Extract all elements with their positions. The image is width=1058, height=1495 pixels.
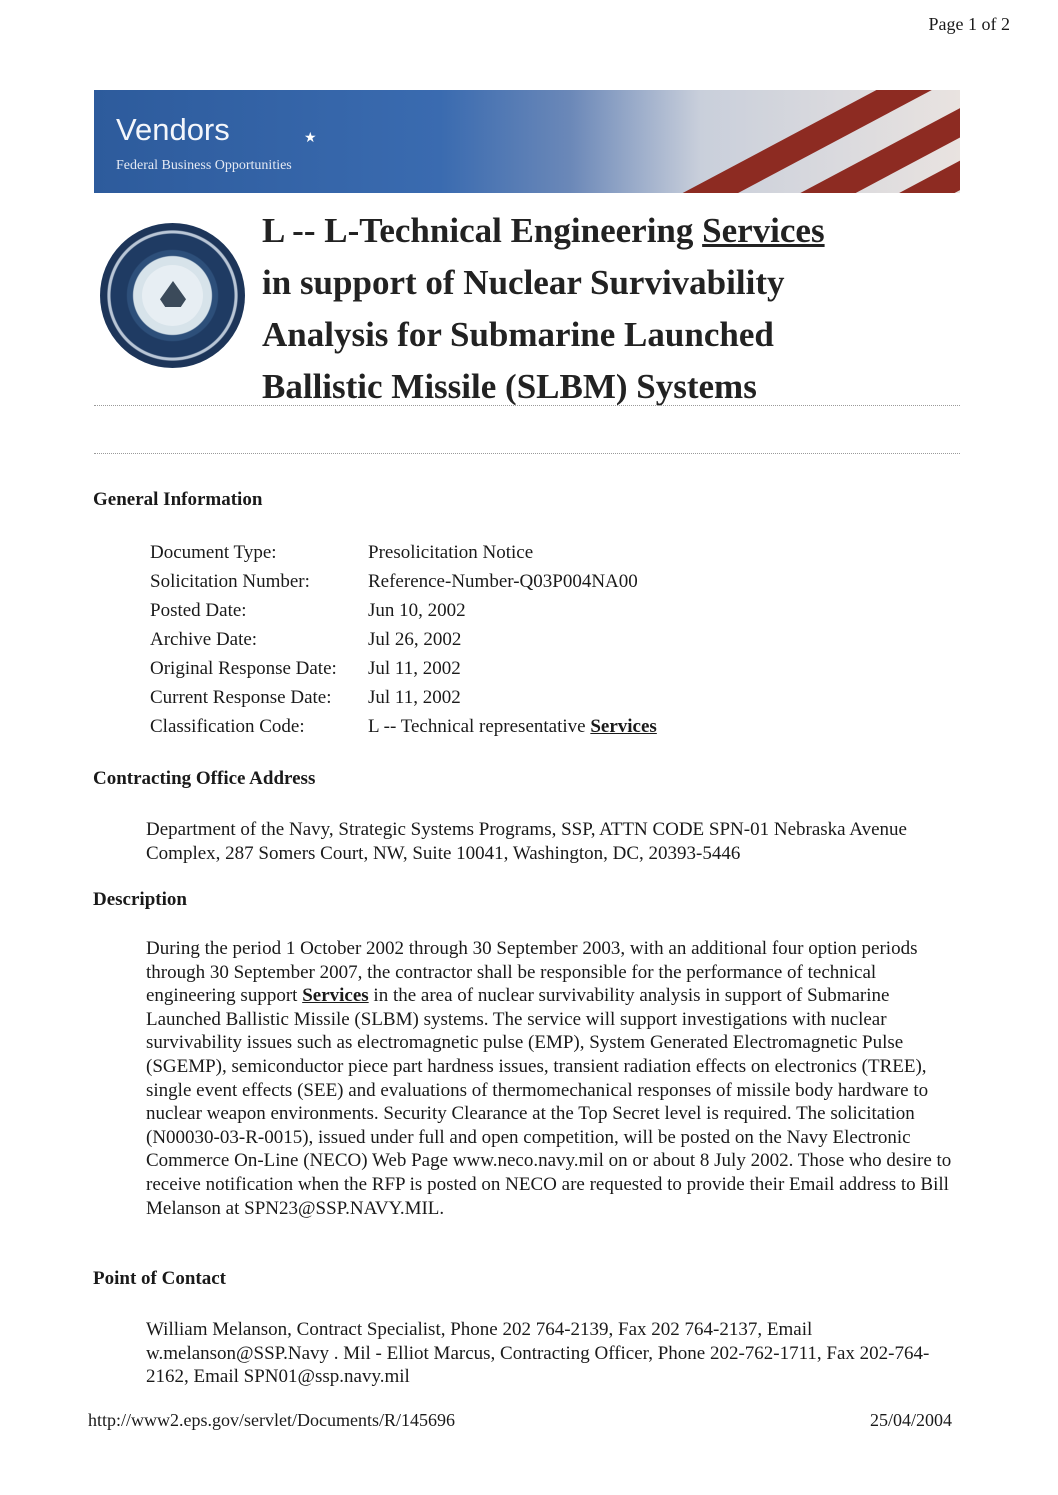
info-label: Original Response Date: — [150, 658, 337, 679]
info-row — [150, 538, 657, 567]
description-text — [146, 937, 966, 1220]
banner-subtitle: Federal Business Opportunities — [116, 158, 292, 173]
contracting-office-heading: Contracting Office Address — [93, 768, 316, 789]
info-row — [150, 625, 657, 654]
title-line-2: in support of Nuclear Survivability — [262, 263, 785, 302]
description-text-1: During the period 1 October 2002 through 30 September 2003, with an additional four option periods through 30 September 2007, the contractor shall be responsible for the performance of technical engineering support — [146, 938, 918, 1007]
info-value: Jul 11, 2002 — [368, 687, 461, 708]
contracting-office-address: Department of the Navy, Strategic Systems Programs, SSP, ATTN CODE SPN-01 Nebraska Avenue Complex, 287 Somers Court, NW, Suite 10041, Washington, DC, 20393-5446 — [146, 819, 907, 864]
description-heading: Description — [93, 889, 187, 910]
footer-url: http://www2.eps.gov/servlet/Documents/R/145696 — [88, 1410, 455, 1430]
title-line-1-text: L -- L-Technical Engineering — [262, 211, 703, 250]
info-value: Jul 26, 2002 — [368, 629, 462, 650]
title-line-3: Analysis for Submarine Launched — [262, 315, 774, 354]
services-link[interactable]: Services — [702, 211, 825, 250]
description-text-2: in the area of nuclear survivability analysis in support of Submarine Launched Ballistic Missile (SLBM) systems. The service will support investigations with nuclear survivability issues such as electromagnetic pulse (EMP), System Generated Electromagnetic Pulse (SGEMP), semiconductor piece part hardness issues, transient radiation effects on electronics (TREE), single event effects (SEE) and evaluations of thermomechanical responses of missile body hardware to nuclear weapon environments. Security Clearance at the Top Secret level is required. The solicitation (N00030-03-R-0015), issued under full and open competition, will be posted on the Navy Electronic Commerce On-Line (NECO) Web Page www.neco.navy.mil on or about 8 July 2002. Those who desire to receive notification when the RFP is posted on NECO are requested to provide their Email address to Bill Melanson at SPN23@SSP.NAVY.MIL. — [146, 985, 952, 1219]
point-of-contact-text: William Melanson, Contract Specialist, Phone 202 764-2139, Fax 202 764-2137, Email w.melanson@SSP.Navy . Mil - Elliot Marcus, Contracting Officer, Phone 202-762-1711, Fax 202-764-2162, Email SPN01@ssp.navy.mil — [146, 1319, 930, 1388]
general-info-heading: General Information — [93, 489, 263, 510]
info-row — [150, 596, 657, 625]
point-of-contact-heading: Point of Contact — [93, 1268, 226, 1289]
notice-title — [262, 205, 962, 413]
info-label: Solicitation Number: — [150, 571, 310, 592]
info-row — [150, 567, 657, 596]
classification-services-link[interactable]: Services — [590, 716, 657, 737]
info-value: Presolicitation Notice — [368, 542, 534, 563]
page-number: Page 1 of 2 — [928, 14, 1010, 34]
info-label: Current Response Date: — [150, 687, 332, 708]
info-label: Archive Date: — [150, 629, 258, 650]
footer-date: 25/04/2004 — [869, 1410, 952, 1430]
star-icon: ★ — [304, 131, 317, 146]
info-value: Jun 10, 2002 — [368, 600, 466, 621]
info-value — [368, 712, 657, 741]
navy-seal-icon — [100, 223, 245, 368]
info-row — [150, 712, 657, 741]
banner-title: Vendors — [116, 112, 230, 147]
info-value: Reference-Number-Q03P004NA00 — [368, 571, 638, 592]
divider — [94, 453, 960, 454]
info-label: Classification Code: — [150, 716, 305, 737]
general-info-table — [150, 538, 657, 741]
seal-center — [142, 265, 203, 326]
divider — [94, 405, 960, 406]
info-label: Posted Date: — [150, 600, 247, 621]
description-services-link[interactable]: Services — [302, 985, 369, 1007]
info-label: Document Type: — [150, 542, 277, 563]
info-row — [150, 683, 657, 712]
info-value: Jul 11, 2002 — [368, 658, 461, 679]
vendors-banner — [94, 90, 960, 193]
ship-icon — [160, 281, 186, 307]
title-line-4: Ballistic Missile (SLBM) Systems — [262, 367, 757, 406]
classification-text: L -- Technical representative — [368, 716, 591, 737]
title-line-1 — [262, 205, 962, 257]
info-row — [150, 654, 657, 683]
